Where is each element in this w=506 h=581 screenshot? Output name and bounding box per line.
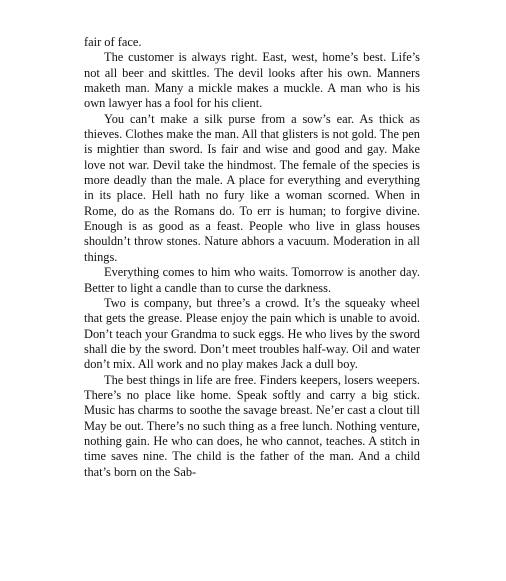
paragraph: You can’t make a silk purse from a sow’s ear. As thick as thieves. Clothes make the man. All that glisters is not gold. The pen is mightier than sword. Is fair and wise and good and gay. Make love not war. Devil take the hindmost. The female of the species is more deadly than the male. A place for everything and everything in its place. Hell hath no fury like a woman scorned. When in Rome, do as the Romans do. To err is human; to forgive divine. Enough is as good as a feast. People who live in glass houses shouldn’t throw stones. Nature abhors a vacuum. Moderation in all things. [84, 111, 420, 264]
paragraph: Everything comes to him who waits. Tomorrow is another day. Better to light a candle than to curse the darkness. [84, 265, 420, 295]
document-page [84, 35, 420, 480]
paragraph: The best things in life are free. Finders keepers, losers weepers. There’s no place like home. Speak softly and carry a big stick. Music has charms to soothe the savage breast. Ne’er cast a clout till May be out. There’s no such thing as a free lunch. Nothing venture, nothing gain. He who can does, he who cannot, teaches. A stitch in time saves nine. The child is the father of the man. And a child that’s born on the Sab- [84, 372, 420, 479]
paragraph: Two is company, but three’s a crowd. It’s the squeaky wheel that gets the grease. Please enjoy the pain which is unable to avoid. Don’t teach your Grandma to suck eggs. He who lives by the sword shall die by the sword. Don’t meet troubles half-way. Oil and water don’t mix. All work and no play makes Jack a dull boy. [84, 295, 420, 372]
paragraph: The customer is always right. East, west, home’s best. Life’s not all beer and skittles. The devil looks after his own. Manners maketh man. Many a mickle makes a muckle. A man who is his own lawyer has a fool for his client. [84, 50, 420, 111]
paragraph-continuation: fair of face. [84, 35, 142, 49]
